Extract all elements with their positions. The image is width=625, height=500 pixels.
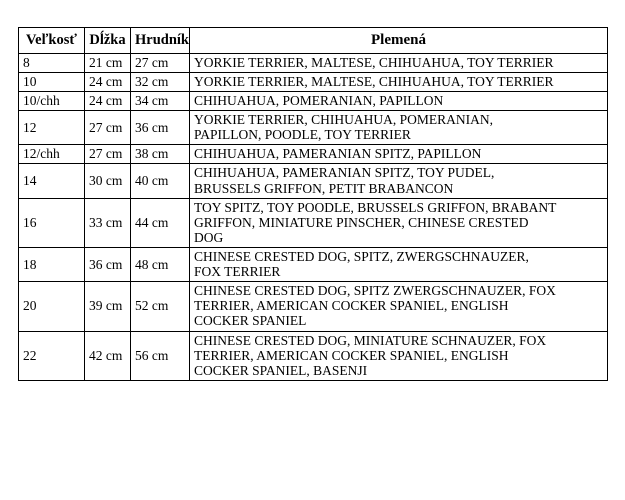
breed-line: COCKER SPANIEL: [194, 313, 307, 329]
breed-line: FOX TERRIER: [194, 264, 281, 280]
breed-line: PAPILLON, POODLE, TOY TERRIER: [194, 127, 411, 143]
cell-length: 33 cm: [85, 198, 131, 247]
breed-line: YORKIE TERRIER, CHIHUAHUA, POMERANIAN,: [194, 112, 493, 128]
breed-line: DOG: [194, 229, 224, 245]
column-header-length: Dĺžka: [85, 28, 131, 54]
table-row: [19, 198, 608, 247]
cell-length: 21 cm: [85, 53, 131, 72]
breed-line: TERRIER, AMERICAN COCKER SPANIEL, ENGLISH: [194, 298, 509, 314]
cell-size: 12/chh: [19, 145, 85, 164]
cell-chest: 36 cm: [131, 111, 190, 145]
cell-length: 27 cm: [85, 145, 131, 164]
cell-length: 27 cm: [85, 111, 131, 145]
cell-chest: 34 cm: [131, 92, 190, 111]
breed-line: CHINESE CRESTED DOG, SPITZ ZWERGSCHNAUZER, FOX: [194, 283, 556, 299]
cell-chest: 48 cm: [131, 248, 190, 282]
cell-size: 22: [19, 331, 85, 380]
cell-size: 14: [19, 164, 85, 198]
table-row: [19, 53, 608, 72]
cell-breeds: [190, 164, 608, 198]
table-row: [19, 72, 608, 91]
breed-line: CHINESE CRESTED DOG, MINIATURE SCHNAUZER, FOX: [194, 332, 547, 348]
column-header-chest: Hrudník: [131, 28, 190, 54]
cell-chest: 52 cm: [131, 282, 190, 331]
cell-chest: 40 cm: [131, 164, 190, 198]
column-header-size: Veľkosť: [19, 28, 85, 54]
cell-breeds: [190, 111, 608, 145]
breed-line: TOY SPITZ, TOY POODLE, BRUSSELS GRIFFON, BRABANT: [194, 199, 557, 215]
cell-length: 36 cm: [85, 248, 131, 282]
cell-breeds: [190, 198, 608, 247]
breed-line: CHINESE CRESTED DOG, SPITZ, ZWERGSCHNAUZER,: [194, 249, 529, 264]
cell-length: 24 cm: [85, 92, 131, 111]
cell-size: 18: [19, 248, 85, 282]
table-row: [19, 248, 608, 282]
table-row: [19, 111, 608, 145]
cell-breeds: [190, 145, 608, 164]
cell-length: 42 cm: [85, 331, 131, 380]
cell-breeds: [190, 53, 608, 72]
table-header: [19, 28, 608, 54]
cell-size: 8: [19, 53, 85, 72]
breed-line: TERRIER, AMERICAN COCKER SPANIEL, ENGLISH: [194, 347, 509, 363]
cell-size: 20: [19, 282, 85, 331]
cell-breeds: [190, 248, 608, 282]
cell-length: 39 cm: [85, 282, 131, 331]
cell-length: 30 cm: [85, 164, 131, 198]
table-row: [19, 331, 608, 380]
breed-line: GRIFFON, MINIATURE PINSCHER, CHINESE CRESTED: [194, 214, 529, 230]
cell-breeds: [190, 331, 608, 380]
cell-size: 10/chh: [19, 92, 85, 111]
cell-size: 10: [19, 72, 85, 91]
breed-line: CHIHUAHUA, PAMERANIAN SPITZ, TOY PUDEL,: [194, 165, 495, 181]
breed-line: CHIHUAHUA, POMERANIAN, PAPILLON: [194, 93, 444, 109]
breed-line: BRUSSELS GRIFFON, PETIT BRABANCON: [194, 180, 454, 196]
table-row: [19, 92, 608, 111]
size-chart-table: [18, 27, 608, 381]
table-row: [19, 145, 608, 164]
cell-chest: 32 cm: [131, 72, 190, 91]
breed-line: CHIHUAHUA, PAMERANIAN SPITZ, PAPILLON: [194, 146, 482, 162]
table-row: [19, 164, 608, 198]
cell-size: 16: [19, 198, 85, 247]
column-header-breeds: Plemená: [190, 28, 608, 54]
table-row: [19, 282, 608, 331]
breed-line: COCKER SPANIEL, BASENJI: [194, 362, 368, 378]
cell-size: 12: [19, 111, 85, 145]
cell-breeds: [190, 92, 608, 111]
breed-line: YORKIE TERRIER, MALTESE, CHIHUAHUA, TOY TERRIER: [194, 73, 554, 89]
cell-breeds: [190, 72, 608, 91]
table-body: [19, 53, 608, 380]
cell-chest: 44 cm: [131, 198, 190, 247]
table-header-row: [19, 28, 608, 54]
cell-breeds: [190, 282, 608, 331]
cell-chest: 56 cm: [131, 331, 190, 380]
cell-chest: 27 cm: [131, 53, 190, 72]
cell-chest: 38 cm: [131, 145, 190, 164]
cell-length: 24 cm: [85, 72, 131, 91]
breed-line: YORKIE TERRIER, MALTESE, CHIHUAHUA, TOY TERRIER: [194, 54, 554, 70]
